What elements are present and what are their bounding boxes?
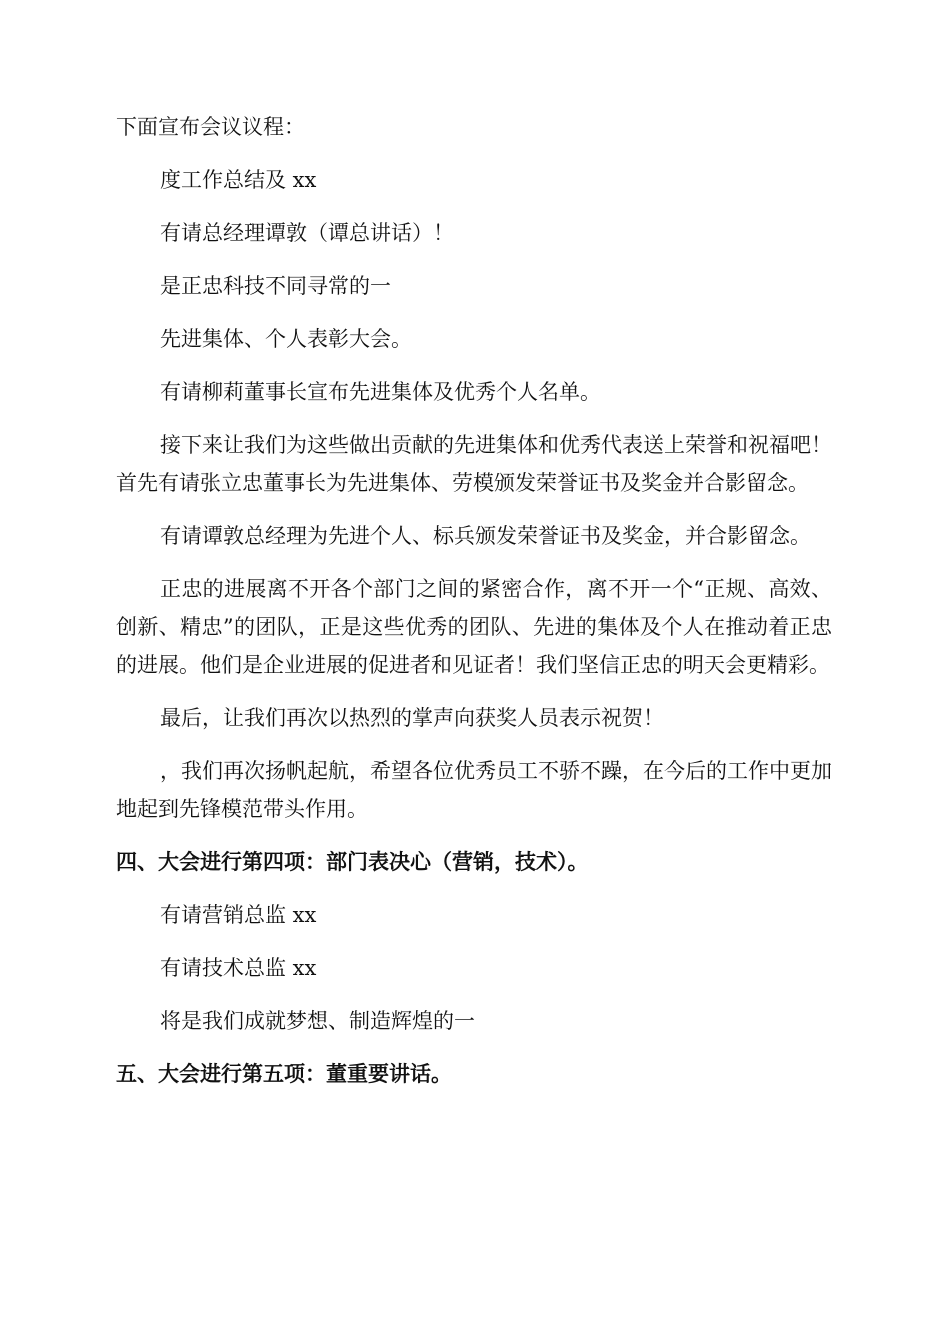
paragraph-marketing-director: 有请营销总监 xx: [160, 903, 317, 927]
paragraph-award-individual: 有请谭敦总经理为先进个人、标兵颁发荣誉证书及奖金，并合影留念。: [160, 524, 811, 548]
agenda-intro: 下面宣布会议议程：: [116, 115, 305, 139]
paragraph-teamwork: 正忠的进展离不开各个部门之间的紧密合作，离不开一个“正规、高效、创新、精忠”的团队，正是这些优秀的团队、先进的集体及个人在推动着正忠的进展。他们是企业进展的促进者和见证者！我们坚信正忠的明天会更精彩。: [116, 577, 832, 677]
section-heading-4: 四、大会进行第四项：部门表决心（营销，技术）。: [116, 850, 589, 874]
paragraph-commendation: 先进集体、个人表彰大会。: [160, 327, 412, 351]
document-page: [116, 108, 832, 1108]
paragraph-gm-speech: 有请总经理谭敦（谭总讲话）！: [160, 221, 454, 245]
paragraph-award-collective: 接下来让我们为这些做出贡献的先进集体和优秀代表送上荣誉和祝福吧！首先有请张立忠董事长为先进集体、劳模颁发荣誉证书及奖金并合影留念。: [116, 433, 832, 495]
section-heading-5: 五、大会进行第五项：董重要讲话。: [116, 1062, 452, 1086]
paragraph-tech-director: 有请技术总监 xx: [160, 956, 317, 980]
paragraph-work-summary: 度工作总结及 xx: [160, 168, 317, 192]
paragraph-announce-list: 有请柳莉董事长宣布先进集体及优秀个人名单。: [160, 380, 601, 404]
paragraph-dream: 将是我们成就梦想、制造辉煌的一: [160, 1009, 475, 1033]
paragraph-extraordinary: 是正忠科技不同寻常的一: [160, 274, 391, 298]
paragraph-applause: 最后，让我们再次以热烈的掌声向获奖人员表示祝贺！: [160, 706, 664, 730]
paragraph-set-sail: ，我们再次扬帆起航，希望各位优秀员工不骄不躁，在今后的工作中更加地起到先锋模范带头作用。: [116, 759, 832, 821]
